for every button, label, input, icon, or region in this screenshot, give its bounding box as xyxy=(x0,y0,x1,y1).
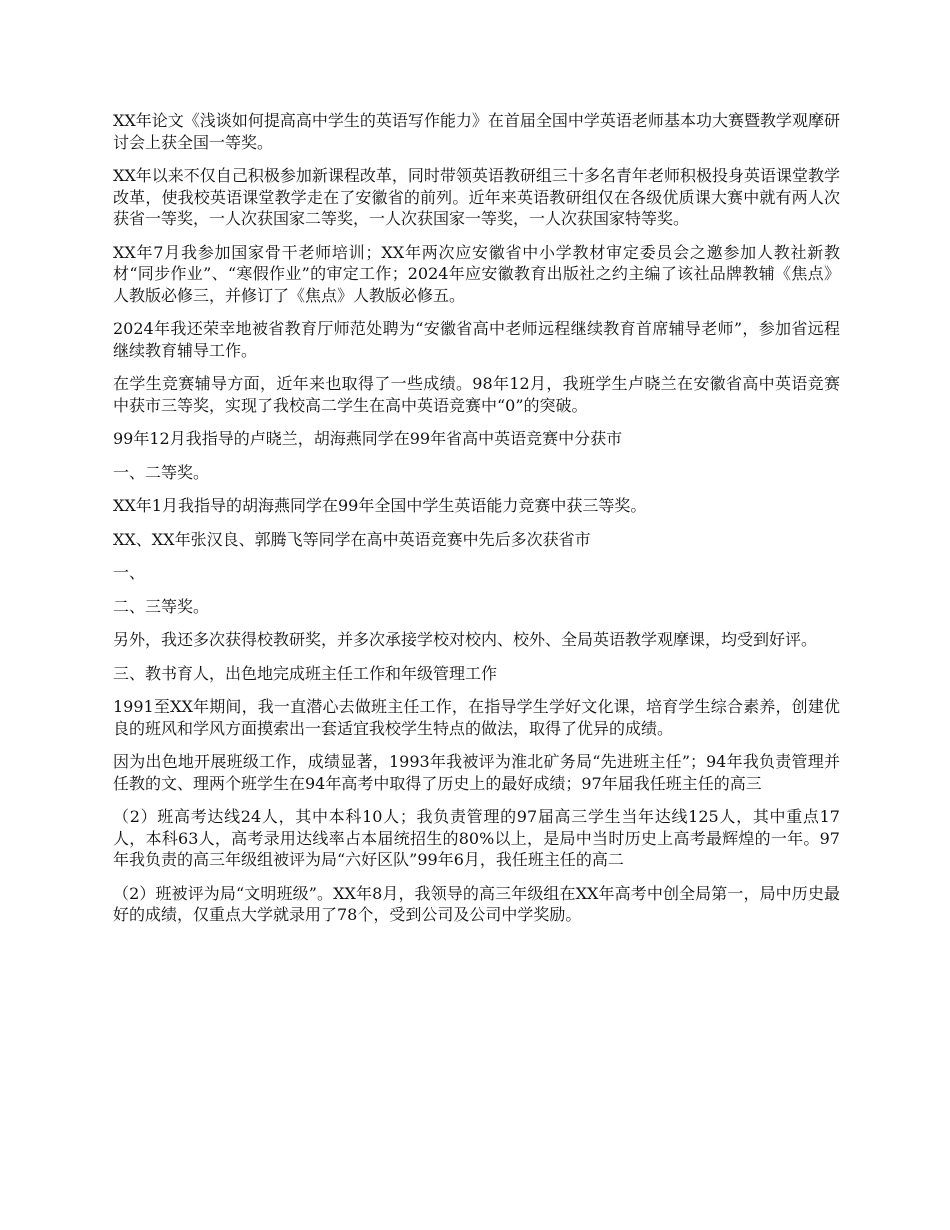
section-heading: 三、教书育人，出色地完成班主任工作和年级管理工作 xyxy=(113,663,498,683)
paragraph: XX年以来不仅自己积极参加新课程改革，同时带领英语教研组三十多名青年老师积极投身英语课堂教学改革，使我校英语课堂教学走在了安徽省的前列。近年来英语教研组仅在各级优质课大赛中就有两人次获省一等奖，一人次获国家二等奖，一人次获国家一等奖，一人次获国家特等奖。 xyxy=(113,166,840,228)
paragraph: 二、三等奖。 xyxy=(113,596,210,616)
paragraph: 一、 xyxy=(113,563,146,582)
paragraph: 1991至XX年期间，我一直潜心去做班主任工作，在指导学生学好文化课，培育学生综合素养，创建优良的班风和学风方面摸索出一套适宜我校学生特点的做法，取得了优异的成绩。 xyxy=(113,697,840,738)
paragraph: 一、二等奖。 xyxy=(113,462,210,482)
paragraph: XX年1月我指导的胡海燕同学在99年全国中学生英语能力竞赛中获三等奖。 xyxy=(113,496,647,515)
paragraph: （2）班高考达线24人，其中本科10人；我负责管理的97届高三学生当年达线125人，其中重点17人，本科63人，高考录用达线率占本届统招生的80%以上，是局中当时历史上高考最辉煌的一年。97年我负责的高三年级组被评为局“六好区队”99年6月，我任班主任的高二 xyxy=(113,807,840,869)
paragraph: XX年7月我参加国家骨干老师培训；XX年两次应安徽省中小学教材审定委员会之邀参加人教社新教材“同步作业”、“寒假作业”的审定工作；2024年应安徽教育出版社之约主编了该社品牌教辅《焦点》人教版必修三，并修订了《焦点》人教版必修五。 xyxy=(113,242,840,305)
paragraph: XX、XX年张汉良、郭腾飞等同学在高中英语竞赛中先后多次获省市 xyxy=(113,529,591,549)
paragraph: （2）班被评为局“文明班级”。XX年8月，我领导的高三年级组在XX年高考中创全局第一，局中历史最好的成绩，仅重点大学就录用了78个，受到公司及公司中学奖励。 xyxy=(113,883,840,924)
paragraph: 因为出色地开展班级工作，成绩显著，1993年我被评为淮北矿务局“先进班主任”；94年我负责管理并任教的文、理两个班学生在94年高考中取得了历史上的最好成绩；97年届我任班主任的高三 xyxy=(113,752,840,793)
paragraph: 另外，我还多次获得校教研奖，并多次承接学校对校内、校外、全局英语教学观摩课，均受到好评。 xyxy=(113,630,818,649)
paragraph: 在学生竞赛辅导方面，近年来也取得了一些成绩。98年12月，我班学生卢晓兰在安徽省高中英语竞赛中获市三等奖，实现了我校高二学生在高中英语竞赛中“0”的突破。 xyxy=(113,374,840,415)
paragraph: 99年12月我指导的卢晓兰，胡海燕同学在99年省高中英语竞赛中分获市 xyxy=(113,429,623,448)
paragraph: XX年论文《浅谈如何提高高中学生的英语写作能力》在首届全国中学英语老师基本功大赛暨教学观摩研讨会上获全国一等奖。 xyxy=(113,111,840,152)
paragraph: 2024年我还荣幸地被省教育厅师范处聘为“安徽省高中老师远程继续教育首席辅导老师”，参加省远程继续教育辅导工作。 xyxy=(113,319,840,360)
document-body xyxy=(113,110,840,938)
